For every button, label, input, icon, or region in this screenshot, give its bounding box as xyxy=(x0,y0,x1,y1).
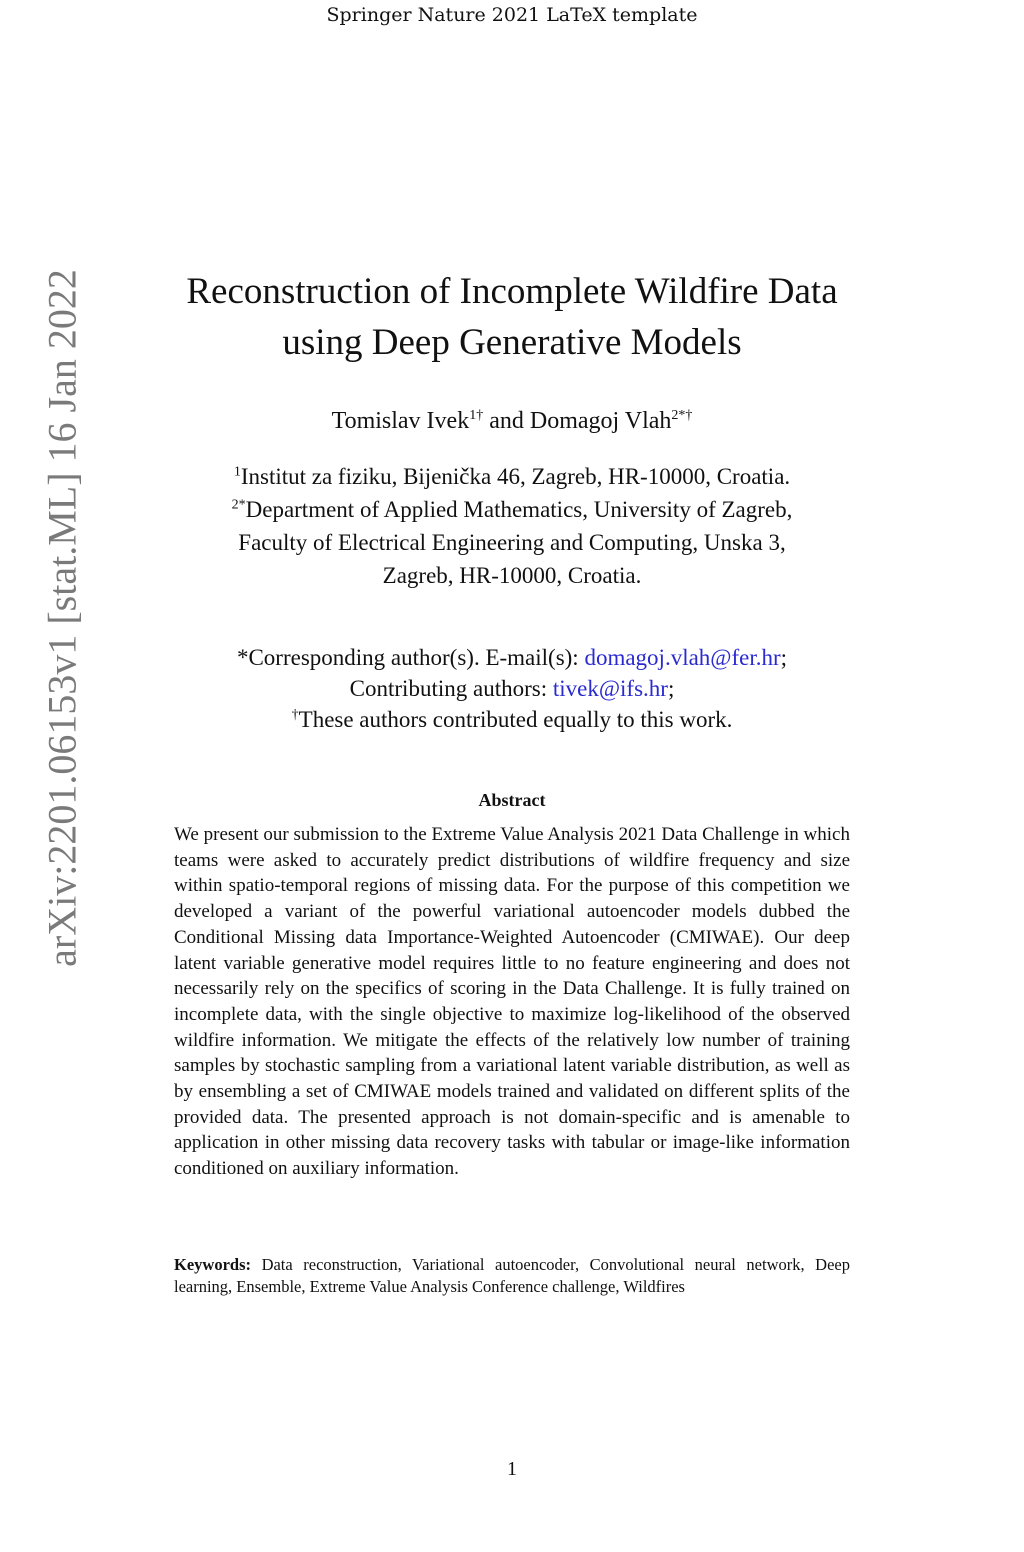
author-ivek-marks: 1† xyxy=(469,408,484,423)
corresponding-prefix: *Corresponding author(s). E-mail(s): xyxy=(236,645,585,670)
keywords-text: Data reconstruction, Variational autoencoder, Convolutional neural network, Deep learning, Ensemble, Extreme Value Analysis Conference challenge, Wildfires xyxy=(174,1255,850,1296)
affiliation-2-line-1: Department of Applied Mathematics, University of Zagreb, xyxy=(245,497,793,522)
latex-logo: LaTeX xyxy=(546,4,607,26)
corresponding-author-line xyxy=(130,642,894,673)
paper-title xyxy=(130,266,894,368)
author-ivek: Tomislav Ivek xyxy=(331,408,470,434)
abstract-heading: Abstract xyxy=(478,790,546,810)
contributing-authors-line xyxy=(130,673,894,704)
affiliation-1-mark: 1 xyxy=(233,464,241,480)
author-vlah-marks: 2*† xyxy=(671,408,693,423)
arxiv-stamp: arXiv:2201.06153v1 [stat.ML] 16 Jan 2022 xyxy=(39,269,85,967)
contributing-prefix: Contributing authors: xyxy=(349,676,553,701)
affiliation-2-line-2: Faculty of Electrical Engineering and Computing, Unska 3, xyxy=(238,530,786,555)
keywords-label: Keywords: xyxy=(174,1255,251,1274)
affiliation-2-mark: 2* xyxy=(231,497,246,513)
title-line-1: Reconstruction of Incomplete Wildfire Data xyxy=(186,271,838,312)
contributing-email-link[interactable]: tivek@ifs.hr xyxy=(552,676,668,701)
correspondence-block xyxy=(130,642,894,735)
equal-contribution-line xyxy=(130,704,894,735)
equal-contribution-mark: † xyxy=(291,707,299,723)
affiliation-2-line-3: Zagreb, HR-10000, Croatia. xyxy=(382,563,642,588)
affiliation-1 xyxy=(130,460,894,493)
running-header xyxy=(0,4,1024,26)
header-suffix: template xyxy=(606,4,698,26)
abstract-body: We present our submission to the Extreme Value Analysis 2021 Data Challenge in which teams were asked to accurately predict distributions of wildfire frequency and size within spatio-temporal regions of missing data. For the purpose of this competition we developed a variant of the powerful variational autoencoder models dubbed the Conditional Missing data Importance-Weighted Autoencoder (CMIWAE). Our deep latent variable generative model requires little to no feature engineering and does not necessarily rely on the specifics of scoring in the Data Challenge. It is fully trained on incomplete data, with the single objective to maximize log-likelihood of the observed wildfire information. We mitigate the effects of the relatively low number of training samples by stochastic sampling from a variational latent variable distribution, as well as by ensembling a set of CMIWAE models trained and validated on different splits of the provided data. The presented approach is not domain-specific and is amenable to application in other missing data recovery tasks with tabular or image-like information conditioned on auxiliary information. xyxy=(174,824,850,1180)
corresponding-email-link[interactable]: domagoj.vlah@fer.hr xyxy=(584,645,781,670)
author-vlah: Domagoj Vlah xyxy=(529,408,672,434)
author-conjunction: and xyxy=(483,408,530,434)
author-list xyxy=(130,408,894,435)
affiliations xyxy=(130,460,894,592)
corresponding-suffix: ; xyxy=(780,645,788,670)
affiliation-2 xyxy=(130,493,894,526)
contributing-suffix: ; xyxy=(667,676,675,701)
equal-contribution-text: These authors contributed equally to this work. xyxy=(298,707,733,732)
page-number: 1 xyxy=(507,1458,517,1480)
title-line-2: using Deep Generative Models xyxy=(282,322,742,363)
header-prefix: Springer Nature 2021 xyxy=(326,4,547,26)
keywords xyxy=(174,1254,850,1298)
affiliation-1-text: Institut za fiziku, Bijenička 46, Zagreb, HR-10000, Croatia. xyxy=(240,464,791,489)
